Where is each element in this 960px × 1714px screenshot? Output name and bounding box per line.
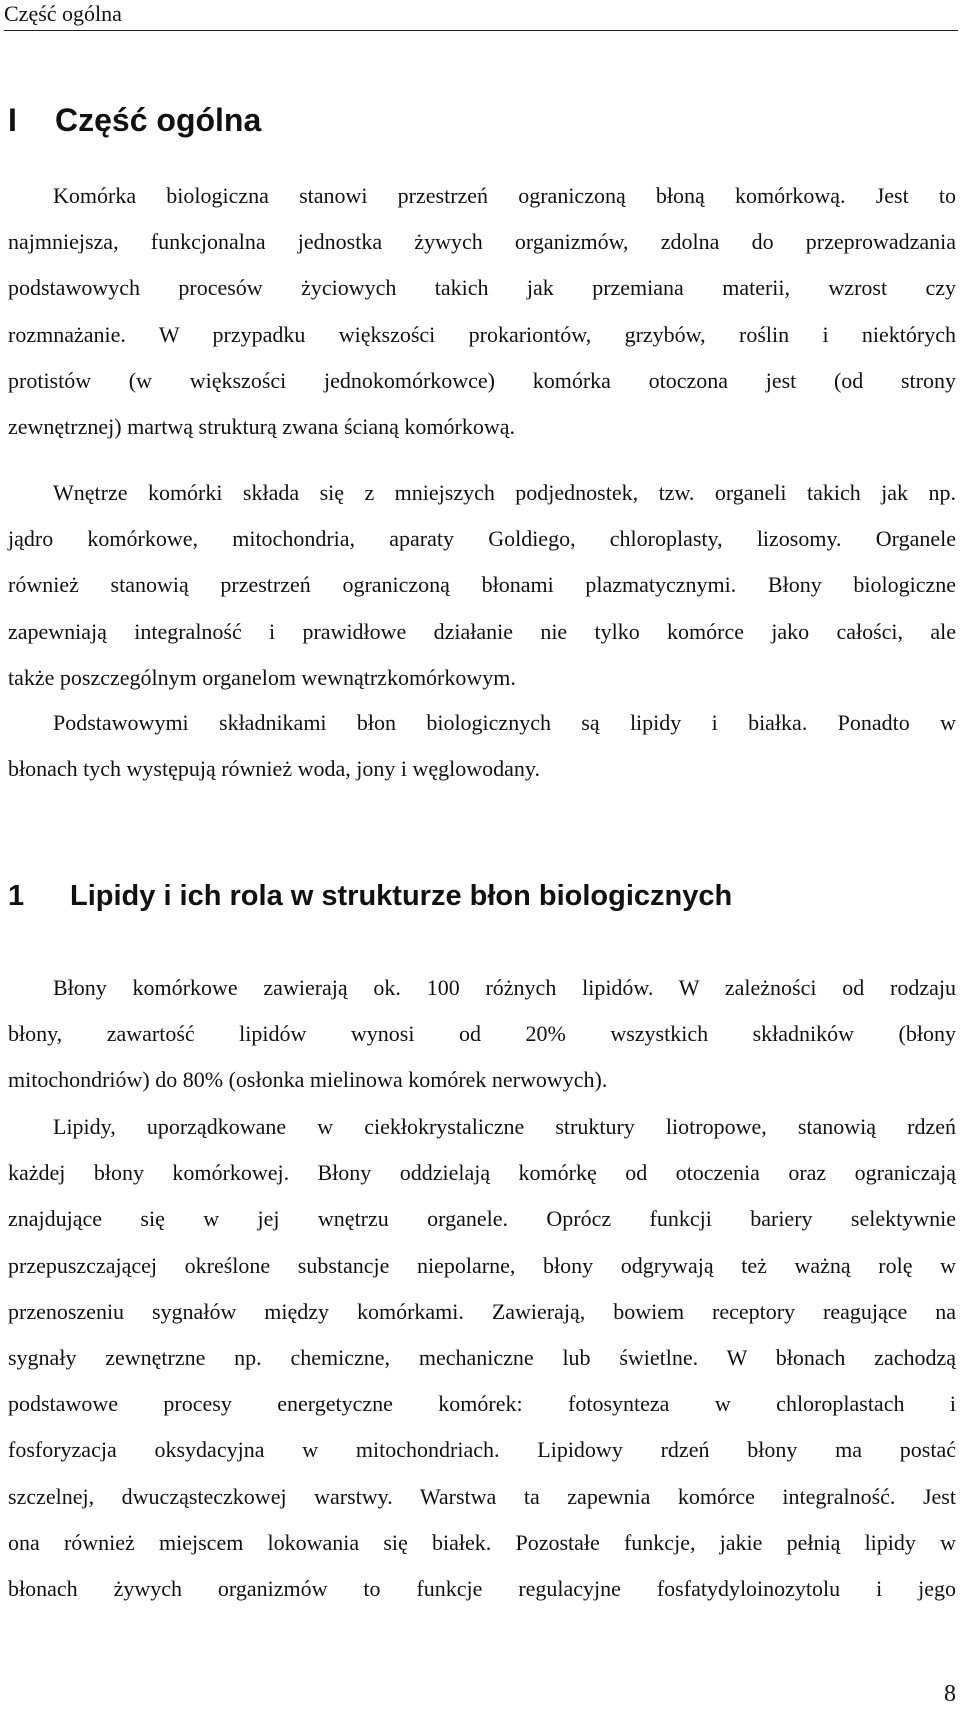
text-line: Lipidy, uporządkowane w ciekłokrystaliczne struktury liotropowe, stanowią rdzeń bbox=[53, 1114, 956, 1139]
paragraph bbox=[8, 1104, 956, 1612]
text-line: zapewniają integralność i prawidłowe działanie nie tylko komórce jako całości, ale bbox=[8, 618, 956, 644]
text-line: błony, zawartość lipidów wynosi od 20% wszystkich składników (błony bbox=[8, 1021, 956, 1047]
text-line: każdej błony komórkowej. Błony oddzielają komórkę od otoczenia oraz ograniczają bbox=[8, 1160, 956, 1186]
section-number: I bbox=[8, 102, 17, 138]
section-title: Część ogólna bbox=[55, 102, 262, 138]
text-line: najmniejsza, funkcjonalna jednostka żywych organizmów, zdolna do przeprowadzania bbox=[8, 229, 956, 255]
page-number: 8 bbox=[944, 1681, 956, 1707]
text-line: zewnętrznej) martwą strukturą zwana ścianą komórkową. bbox=[8, 413, 515, 439]
text-line: również stanowią przestrzeń ograniczoną błonami plazmatycznymi. Błony biologiczne bbox=[8, 572, 956, 598]
paragraph bbox=[8, 965, 956, 1104]
text-line: podstawowe procesy energetyczne komórek: fotosynteza w chloroplastach i bbox=[8, 1391, 956, 1417]
text-line: Podstawowymi składnikami błon biologicznych są lipidy i białka. Ponadto w bbox=[53, 710, 956, 735]
text-line: szczelnej, dwucząsteczkowej warstwy. Warstwa ta zapewnia komórce integralność. Jest bbox=[8, 1483, 956, 1509]
header-rule bbox=[4, 30, 958, 31]
text-line: przepuszczającej określone substancje niepolarne, błony odgrywają też ważną rolę w bbox=[8, 1252, 956, 1278]
text-line: rozmnażanie. W przypadku większości prokariontów, grzybów, roślin i niektórych bbox=[8, 321, 956, 347]
text-line: błonach żywych organizmów to funkcje regulacyjne fosfatydyloinozytolu i jego bbox=[8, 1575, 956, 1601]
text-line: przenoszeniu sygnałów między komórkami. Zawierają, bowiem receptory reagujące na bbox=[8, 1298, 956, 1324]
text-line: błonach tych występują również woda, jony i węglowodany. bbox=[8, 756, 540, 782]
paragraph bbox=[8, 470, 956, 701]
section-heading-2 bbox=[8, 878, 732, 914]
section-number: 1 bbox=[8, 880, 25, 912]
text-line: Komórka biologiczna stanowi przestrzeń ograniczoną błoną komórkową. Jest to bbox=[53, 183, 956, 208]
paragraph bbox=[8, 173, 956, 450]
text-line: mitochondriów) do 80% (osłonka mielinowa komórek nerwowych). bbox=[8, 1067, 608, 1093]
section-title: Lipidy i ich rola w strukturze błon biologicznych bbox=[70, 880, 733, 912]
text-line: fosforyzacja oksydacyjna w mitochondriach. Lipidowy rdzeń błony ma postać bbox=[8, 1437, 956, 1463]
text-line: podstawowych procesów życiowych takich jak przemiana materii, wzrost czy bbox=[8, 275, 956, 301]
paragraph bbox=[8, 700, 956, 792]
text-line: sygnały zewnętrzne np. chemiczne, mechaniczne lub świetlne. W błonach zachodzą bbox=[8, 1344, 956, 1370]
section-heading-1 bbox=[8, 100, 261, 140]
running-header: Część ogólna bbox=[4, 1, 122, 26]
text-line: protistów (w większości jednokomórkowce) komórka otoczona jest (od strony bbox=[8, 367, 956, 393]
text-line: jądro komórkowe, mitochondria, aparaty Goldiego, chloroplasty, lizosomy. Organele bbox=[8, 526, 956, 552]
text-line: ona również miejscem lokowania się białek. Pozostałe funkcje, jakie pełnią lipidy w bbox=[8, 1529, 956, 1555]
text-line: także poszczególnym organelom wewnątrzkomórkowym. bbox=[8, 664, 516, 690]
text-line: Błony komórkowe zawierają ok. 100 różnych lipidów. W zależności od rodzaju bbox=[53, 975, 956, 1000]
text-line: znajdujące się w jej wnętrzu organele. Oprócz funkcji bariery selektywnie bbox=[8, 1206, 956, 1232]
text-line: Wnętrze komórki składa się z mniejszych podjednostek, tzw. organeli takich jak np. bbox=[53, 480, 956, 505]
